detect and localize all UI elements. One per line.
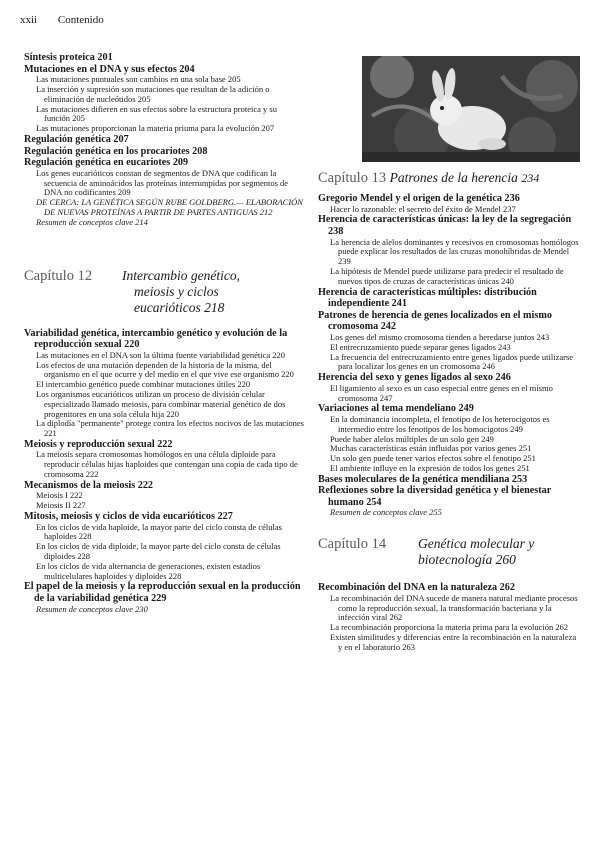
right-column (318, 170, 580, 653)
toc-subentry: La hipótesis de Mendel puede utilizarse para predecir el resultado de nuevos tipos de cruzas de características únicas 240 (330, 265, 564, 286)
chapter-title: biotecnología 260 (418, 552, 516, 568)
toc-subentry: La recombinación proporciona la materia prima para la evolución 262 (330, 622, 569, 633)
page-header (20, 14, 104, 26)
toc-subentry: Meiosis II 227 (36, 500, 86, 511)
toc-subentry: Las mutaciones proporcionan la materia priuma para la evolución 207 (36, 123, 275, 134)
toc-subentry: Existen similitudes y diferencias entre la recombinación en la naturaleza y en el laboratorio 263 (330, 632, 577, 652)
left-column (24, 52, 304, 614)
toc-entry: Reflexiones sobre la diversidad genética y el bienestar humano 254 (318, 485, 552, 508)
toc-subentry: En los ciclos de vida alternancia de generaciones, existen estadios multicelulares haploides y diploides 228 (36, 560, 261, 581)
chapter-label: Capítulo 12 (24, 267, 93, 284)
toc-entry: El papel de la meiosis y la reproducción sexual en la producción de la variabilidad genética 229 (24, 581, 301, 605)
toc-entry: Mecanismos de la meiosis 222 (24, 479, 154, 491)
toc-subentry: En los ciclos de vida haploide, la mayor parte del ciclo consta de células haploides 228 (36, 521, 282, 542)
toc-summary-entry: Resumen de conceptos clave 214 (36, 216, 148, 227)
toc-entry: Herencia de características múltiples: distribución independiente 241 (318, 286, 537, 310)
toc-subentry: Los genes eucarióticos constan de segmentos de DNA que codifican la secuencia de aminoácidos las proteínas interrumpidas por segmentos de DNA no codificantes 209 (36, 167, 289, 198)
toc-subentry: Las mutaciones difieren en sus efectos sobre la estructura proteica y su función 205 (36, 103, 277, 124)
toc-entry: Recombinación del DNA en la naturaleza 262 (318, 582, 515, 594)
toc-subentry: La frecuencia del entrecruzamiento entre genes ligados puede utilizarse para localizar los genes en un cromosoma 246 (330, 351, 574, 372)
toc-summary-entry: Resumen de conceptos clave 255 (330, 507, 442, 518)
toc-entry: Regulación genética 207 (24, 133, 129, 145)
toc-subentry: La inserción y supresión son mutaciones que resultan de la adición o eliminación de nucleótidos 205 (36, 83, 270, 104)
chapter-title: Intercambio genético, (122, 267, 240, 283)
toc-subentry: El intercambio genético puede combinar mutaciones útiles 220 (36, 379, 251, 390)
chapter-title: Genética molecular y (418, 536, 535, 552)
chapter-12-heading (24, 268, 304, 318)
toc-entry: Síntesis proteica 201 (24, 52, 113, 63)
toc-entry: Gregorio Mendel y el origen de la genética 236 (318, 193, 520, 204)
toc-subentry: La recombinación del DNA sucede de manera natural mediante procesos como la reproducción sexual, la transformación bacteriana y la infección viral 262 (330, 592, 578, 623)
toc-subentry: En la dominancia incompleta, el fenotipo de los heterocigotos es intermedio entre los fenotipos de los homocigotos 249 (330, 413, 550, 434)
toc-entry: Mutaciones en el DNA y sus efectos 204 (24, 63, 195, 75)
chapter-title: eucarióticos 218 (134, 299, 225, 315)
toc-entry: Herencia del sexo y genes ligados al sexo 246 (318, 372, 511, 384)
chapter-14-heading (318, 536, 580, 574)
rabbit-photo (362, 56, 580, 162)
toc-subentry: Un solo gen puede tener varios efectos sobre el fenotipo 251 (330, 453, 536, 464)
page-number: xxii (20, 14, 38, 26)
toc-subentry: Las mutaciones en el DNA son la última fuente variabilidad genética 220 (36, 349, 286, 360)
toc-subentry: En los ciclos de vida diploide, la mayor parte del ciclo consta de células diploides 228 (36, 541, 281, 562)
toc-entry: Variabilidad genética, intercambio genético y evolución de la reproducción sexual 220 (24, 327, 288, 351)
toc-subentry: Puede haber alelos múltiples de un solo gen 249 (330, 433, 494, 444)
toc-subentry: Muchas características están influidas por varios genes 251 (330, 443, 532, 454)
toc-entry: Herencia de características únicas: la ley de la segregación 238 (318, 214, 572, 237)
toc-summary-entry: Resumen de conceptos clave 230 (36, 603, 148, 614)
toc-special-entry: DE CERCA: LA GENÉTICA SEGÚN RUBE GOLDBERG.— ELABORACIÓN DE NUEVAS PROTEÍNAS A PARTIR DE PARTES ANTIGUAS 212 (36, 197, 303, 217)
toc-subentry: Meiosis I 222 (36, 490, 83, 501)
chapter-label: Capítulo 14 (318, 536, 387, 553)
chapter-13-heading (318, 170, 580, 187)
toc-entry: Patrones de herencia de genes localizados en el mismo cromosoma 242 (318, 309, 552, 333)
toc-subentry: Las mutaciones puntuales son cambios en una sola base 205 (36, 74, 241, 85)
toc-entry: Mitosis, meiosis y ciclos de vida eucarióticos 227 (24, 511, 233, 523)
chapter-title: meiosis y ciclos (134, 283, 219, 299)
toc-entry: Variaciones al tema mendeliano 249 (318, 403, 474, 415)
chapter-label: Capítulo 13 (318, 170, 387, 186)
toc-subentry: Los organismos eucarióticos utilizan un proceso de división celular especializado llamado meiosis, para combinar material genético de dos progenitores en una sola célula hija 220 (36, 388, 286, 419)
toc-subentry: La herencia de alelos dominantes y recesivos en cromosomas homólogos puede explicar los resultados de las cruzas monohíbridas de Mendel 239 (330, 236, 579, 267)
toc-subentry: La meiosis separa cromosomas homólogos en una célula diploide para reproducir células hijas haploides que contengan una copia de cada tipo de cromosoma 222 (36, 449, 298, 480)
toc-subentry: El ligamiento al sexo es un caso especial entre genes en el mismo cromosoma 247 (330, 382, 553, 403)
toc-subentry: Los efectos de una mutación dependen de la historia de la misma, del organismo en el que ocurre y del medio en el que vive ese organismo 220 (36, 359, 294, 380)
toc-subentry: El ambiente influye en la expresión de todos los genes 251 (330, 462, 530, 473)
chapter-title: Patrones de la herencia (389, 170, 518, 185)
running-title: Contenido (57, 14, 104, 26)
toc-entry: Bases moleculares de la genética mendiliana 253 (318, 473, 528, 485)
toc-subentry: La diplodía "permanente" protege contra los efectos nocivos de las mutaciones 221 (36, 418, 304, 439)
toc-entry: Regulación genética en los procariotes 208 (24, 145, 208, 157)
toc-subentry: Hacer lo razonable: el secreto del éxito de Mendel 237 (330, 203, 516, 214)
toc-subentry: El entrecruzamiento puede separar genes ligados 243 (330, 341, 511, 352)
toc-entry: Regulación genética en eucariotes 209 (24, 157, 189, 169)
toc-entry: Meiosis y reproducción sexual 222 (24, 438, 173, 450)
chapter-page: 234 (521, 171, 540, 185)
toc-subentry: Los genes del mismo cromosoma tienden a heredarse juntos 243 (330, 331, 550, 342)
